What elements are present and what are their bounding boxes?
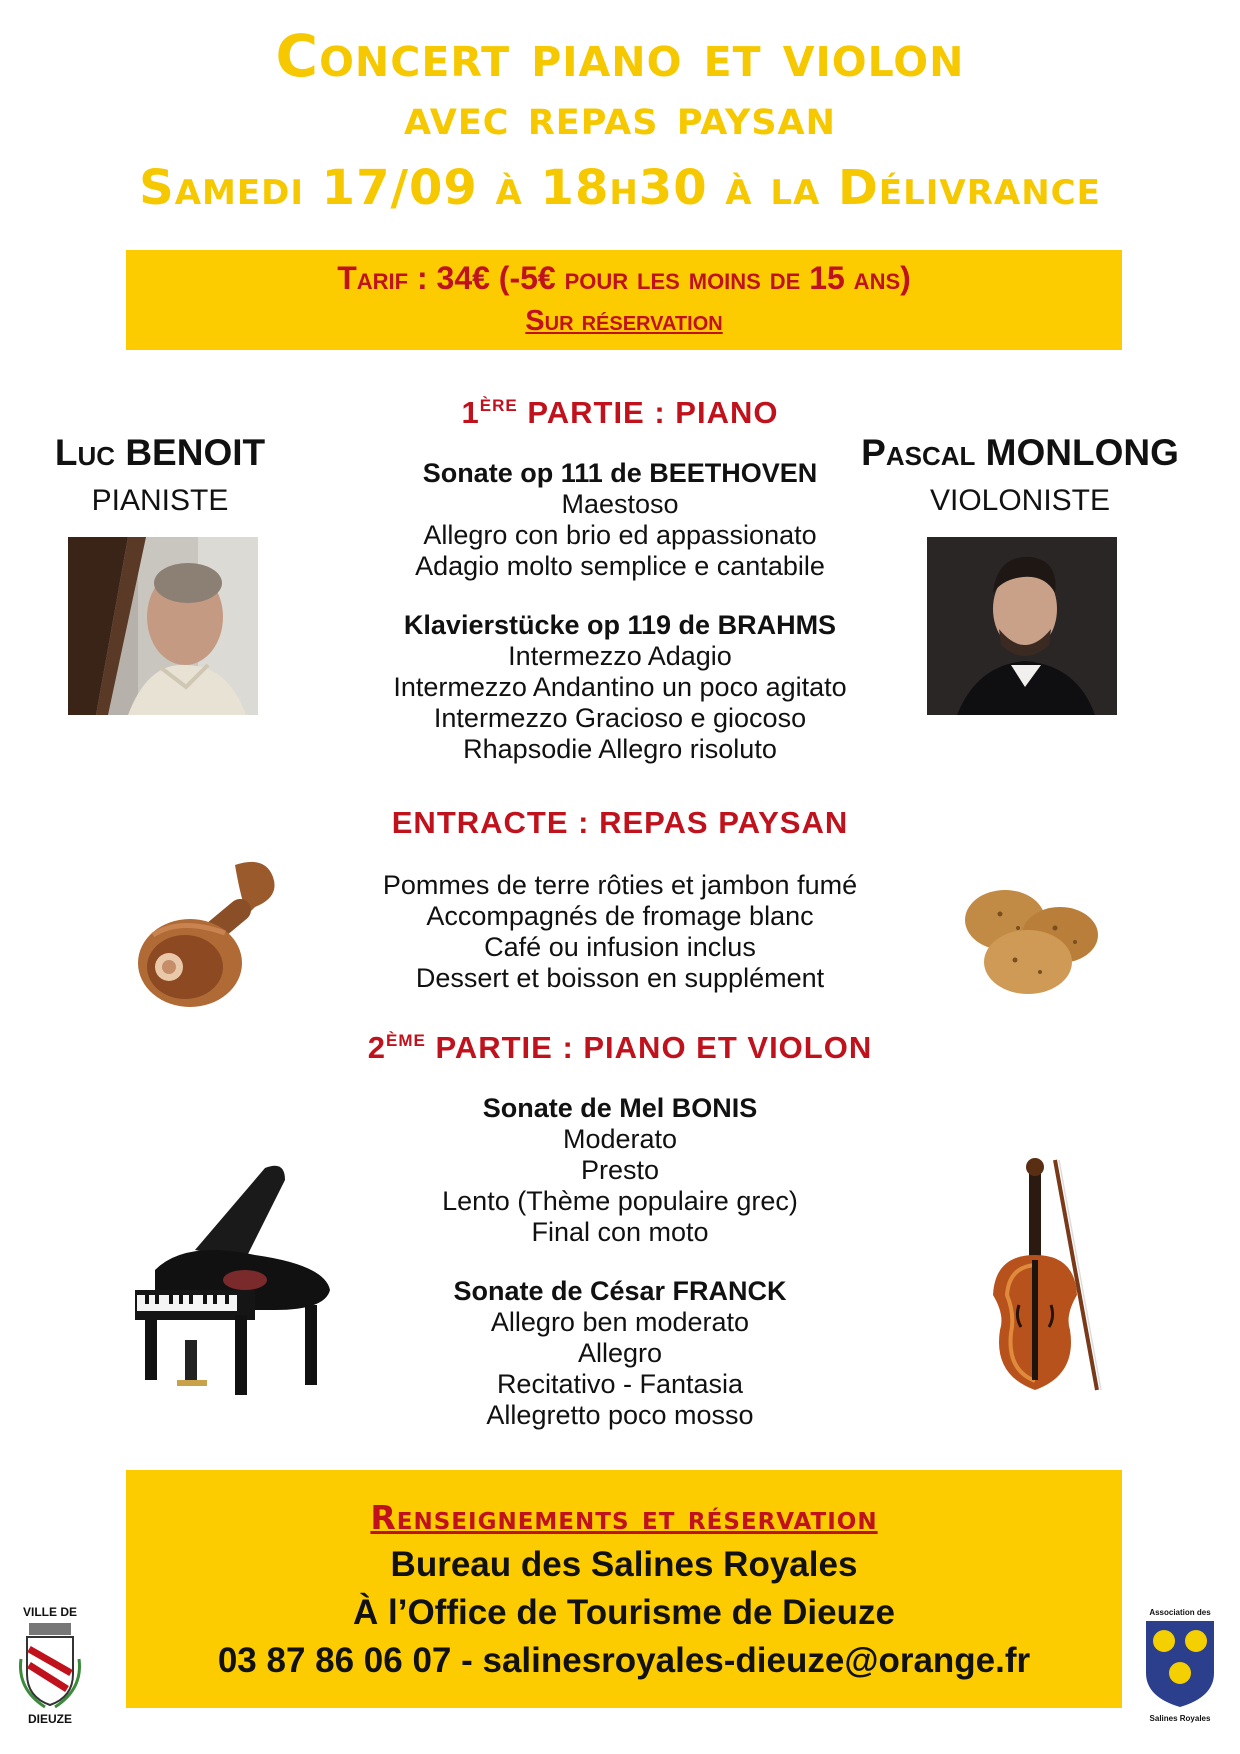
movement: Moderato [562,1124,678,1154]
contact-box [126,1470,1122,1708]
price-box [126,250,1122,350]
contact-title: Renseignements et réservation [370,1498,878,1537]
work-header: Klavierstücke op 119 de BRAHMS [403,610,837,640]
grand-piano-icon [125,1160,340,1400]
menu-item: Café ou infusion inclus [484,932,756,962]
title-line-1: Concert piano et violon [275,22,965,90]
part2-suffix: ÈME [386,1031,426,1050]
contact-line-1: Bureau des Salines Royales [390,1545,858,1584]
part1-number: 1 [461,395,480,430]
movement: Allegro ben moderato [490,1307,750,1337]
part1-title-text: PARTIE : PIANO [517,395,779,430]
work-header: Sonate de Mel BONIS [482,1093,758,1123]
part2-number: 2 [367,1030,386,1065]
movement: Allegro [577,1338,663,1368]
menu-item: Dessert et boisson en supplément [415,963,825,993]
title-line-2: avec repas paysan [404,88,836,146]
entracte-menu [320,870,920,994]
contact-line-2: À l’Office de Tourisme de Dieuze [353,1593,895,1632]
part1-program [320,458,920,765]
tarif-text: Tarif : 34€ (-5€ pour les moins de 15 ans) [337,260,911,296]
logo-right-bottom: Salines Royales [1149,1714,1211,1723]
artist-left-role: PIANISTE [91,484,229,517]
movement: Adagio molto semplice e cantabile [415,551,825,581]
artist-right-name: Pascal MONLONG [861,432,1179,473]
ville-de-dieuze-logo [10,1605,90,1726]
date-line: Samedi 17/09 à 18h30 à la Délivrance [139,160,1101,216]
potatoes-icon [960,880,1105,1000]
artist-right-photo [927,537,1117,715]
part1-title [320,395,920,431]
logo-left-top: VILLE DE [22,1605,77,1619]
menu-item: Accompagnés de fromage blanc [426,901,814,931]
movement: Maestoso [561,489,679,519]
part2-title [270,1030,970,1066]
movement: Recitativo - Fantasia [496,1369,744,1399]
movement: Intermezzo Gracioso e giocoso [433,703,807,733]
movement: Lento (Thème populaire grec) [442,1186,798,1216]
logo-left-bottom: DIEUZE [27,1712,72,1726]
reservation-text: Sur réservation [525,305,723,337]
menu-item: Pommes de terre rôties et jambon fumé [382,870,858,900]
movement: Allegro con brio ed appassionato [423,520,817,550]
movement: Final con moto [531,1217,709,1247]
artist-left-photo [68,537,258,715]
movement: Intermezzo Andantino un poco agitato [393,672,847,702]
work-header: Sonate de César FRANCK [453,1276,787,1306]
salines-royales-logo [1130,1608,1230,1723]
movement: Presto [580,1155,660,1185]
coat-of-arms-icon [15,1619,85,1709]
artist-right-role: VIOLONISTE [929,484,1111,517]
logo-right-top: Association des [1149,1608,1211,1617]
movement: Allegretto poco mosso [486,1400,754,1430]
movement: Intermezzo Adagio [508,641,732,671]
work-header: Sonate op 111 de BEETHOVEN [422,458,818,488]
entracte-title: ENTRACTE : REPAS PAYSAN [391,805,849,840]
artist-left-name: Luc BENOIT [54,432,266,473]
part2-title-text: PARTIE : PIANO ET VIOLON [425,1030,873,1065]
movement: Rhapsodie Allegro risoluto [463,734,777,764]
shield-icon [1142,1617,1218,1709]
violin-icon [975,1155,1115,1400]
part1-suffix: ÈRE [479,396,518,415]
part2-program [320,1093,920,1431]
contact-line-3: 03 87 86 06 07 - salinesroyales-dieuze@orange.fr [217,1641,1031,1680]
artist-left [30,432,290,518]
ham-icon [135,855,285,1010]
